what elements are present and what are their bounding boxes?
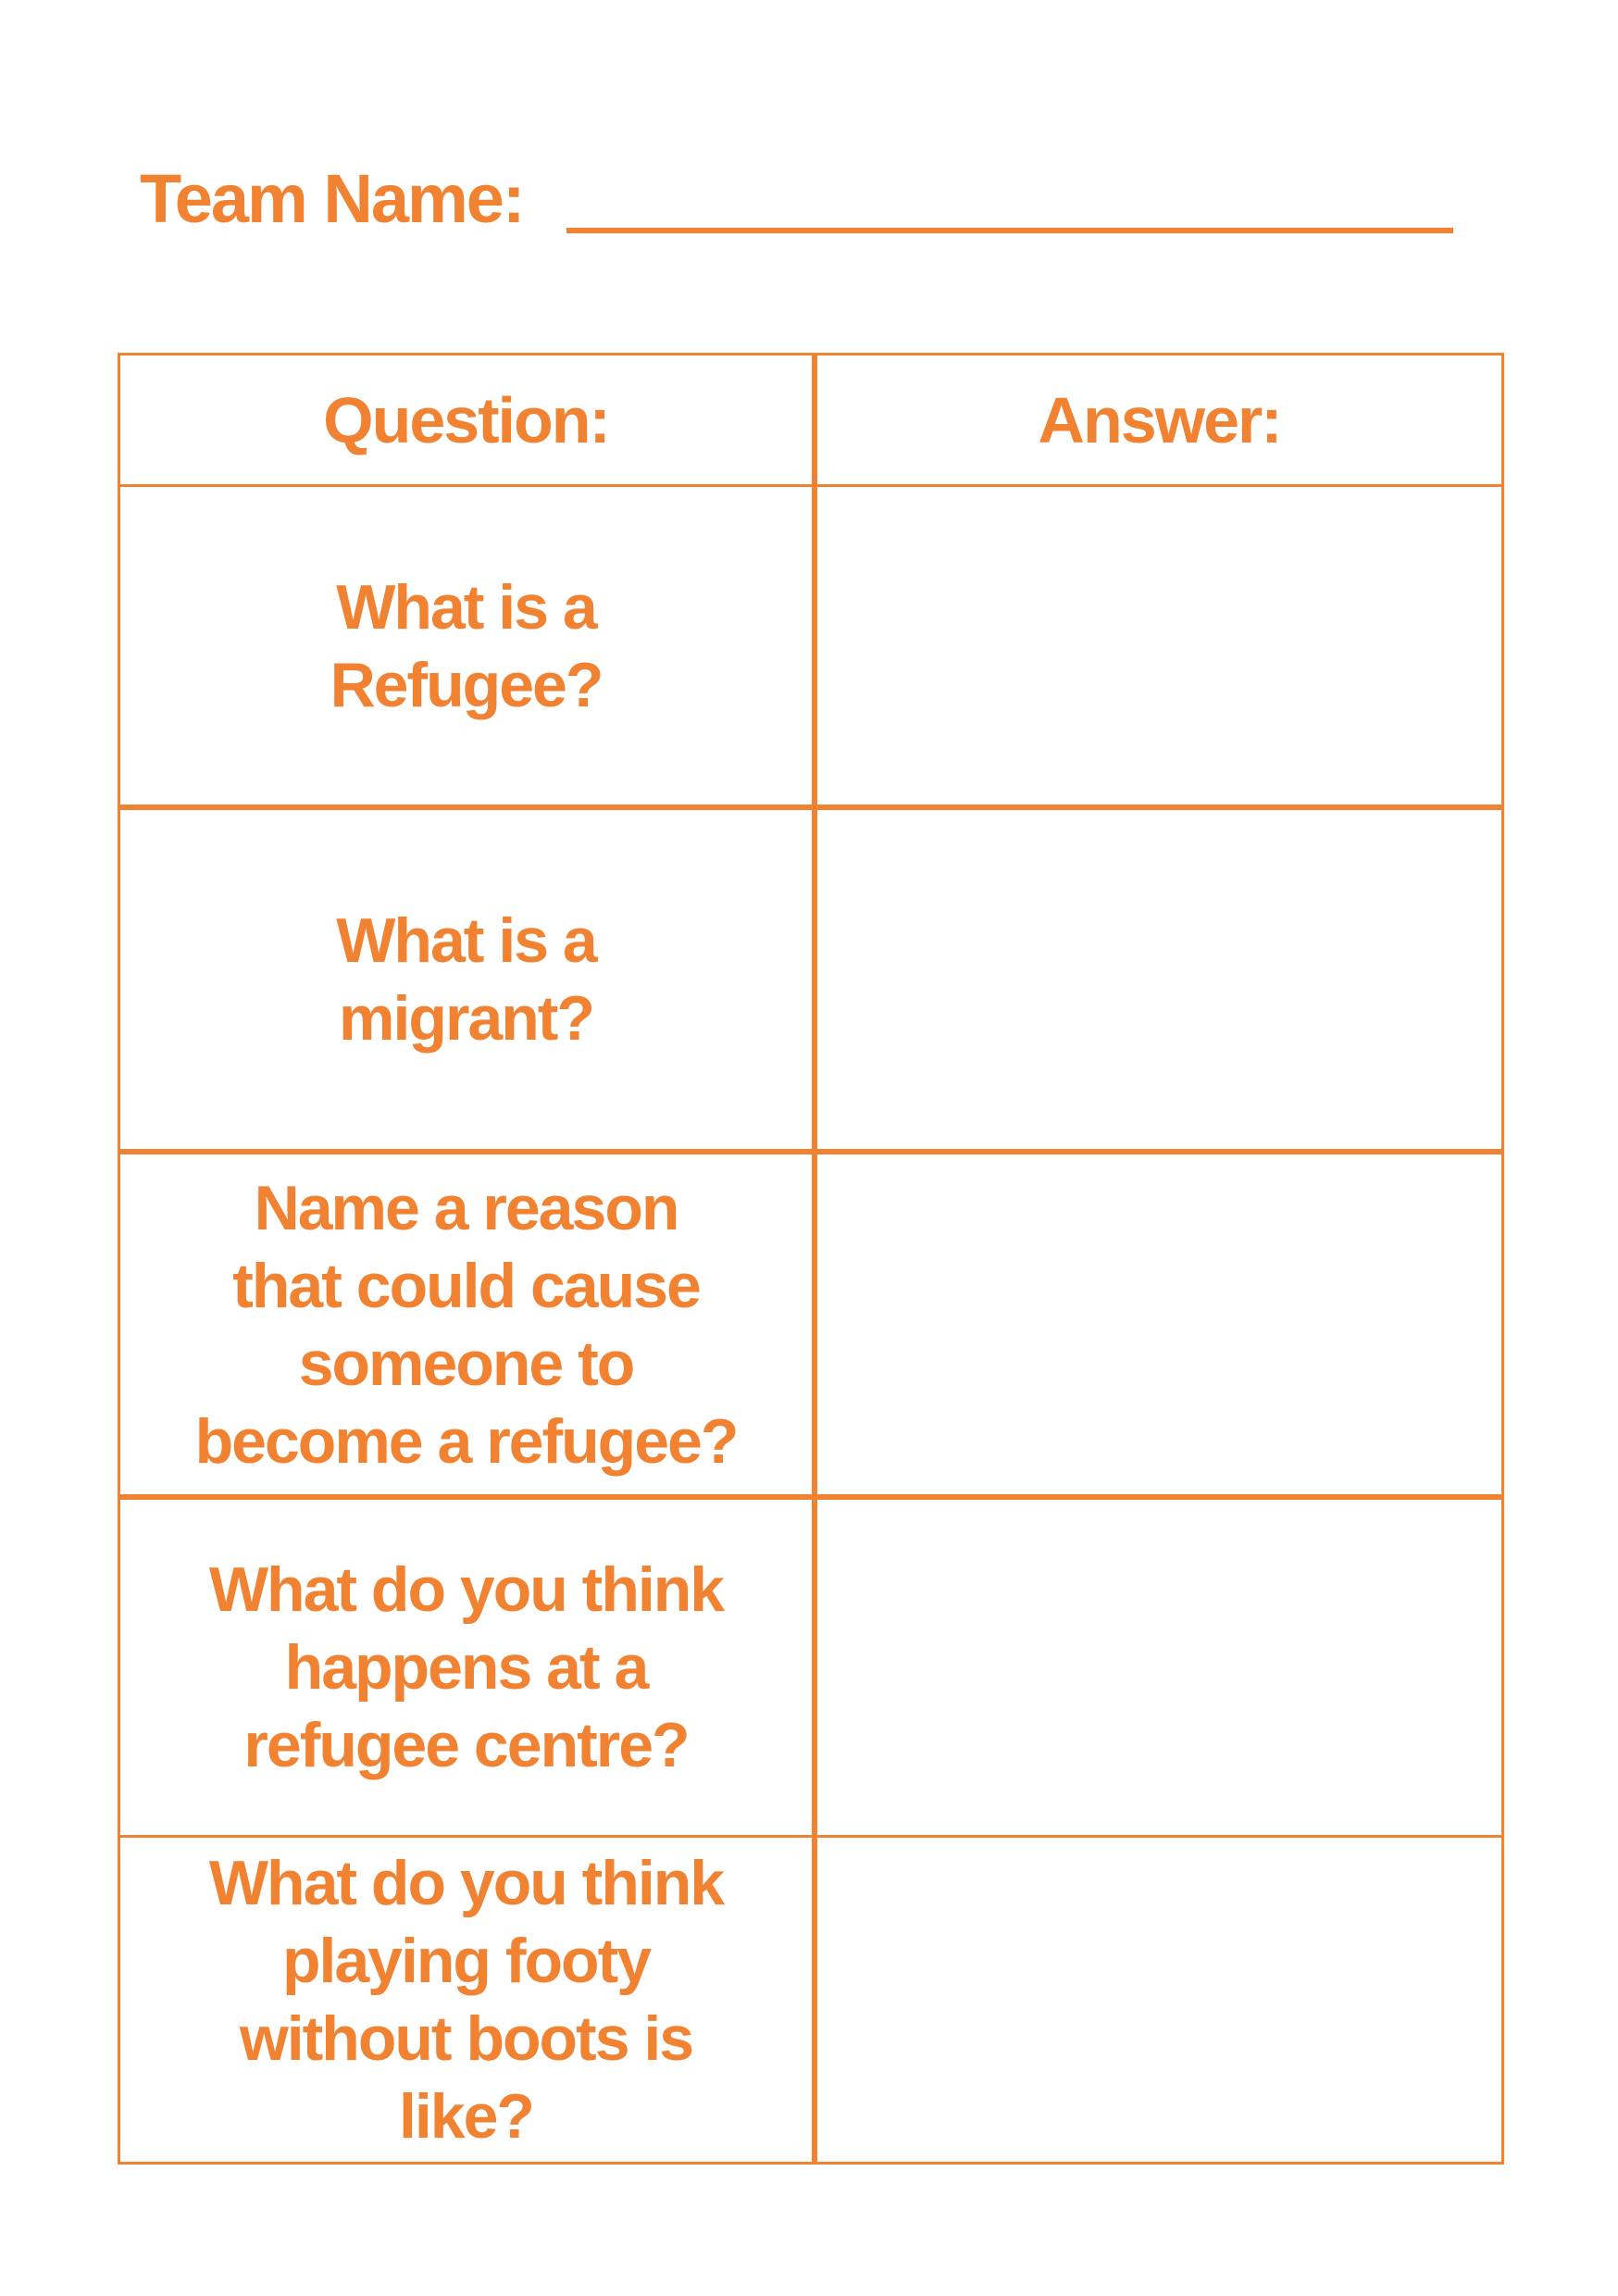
answer-cell[interactable] [817, 487, 1501, 805]
table-row [120, 1494, 1501, 1835]
answer-header: Answer: [1038, 383, 1281, 456]
answer-cell[interactable] [817, 1838, 1501, 2162]
team-name-label: Team Name: [140, 160, 524, 237]
question-text: What do you think playing footy without boots is like? [208, 1848, 724, 2152]
table-header-row [120, 356, 1501, 484]
question-text: What do you think happens at a refugee centre? [208, 1554, 724, 1780]
team-name-blank-line[interactable] [566, 228, 1453, 233]
table-row [120, 484, 1501, 805]
table-row [120, 1149, 1501, 1494]
question-header-cell [120, 356, 812, 484]
question-header: Question: [323, 383, 609, 456]
question-cell [120, 1154, 812, 1494]
answer-cell[interactable] [817, 1154, 1501, 1494]
table-row [120, 805, 1501, 1149]
question-text: Name a reason that could cause someone to become a refugee? [194, 1172, 738, 1477]
answer-cell[interactable] [817, 1500, 1501, 1835]
question-text: What is a Refugee? [330, 571, 603, 720]
answer-header-cell [817, 356, 1501, 484]
question-cell [120, 487, 812, 805]
question-cell [120, 810, 812, 1149]
answer-cell[interactable] [817, 810, 1501, 1149]
quiz-table [118, 353, 1504, 2165]
table-row [120, 1835, 1501, 2162]
question-cell [120, 1500, 812, 1835]
team-name-row [140, 157, 1454, 250]
question-cell [120, 1838, 812, 2162]
question-text: What is a migrant? [336, 905, 596, 1054]
